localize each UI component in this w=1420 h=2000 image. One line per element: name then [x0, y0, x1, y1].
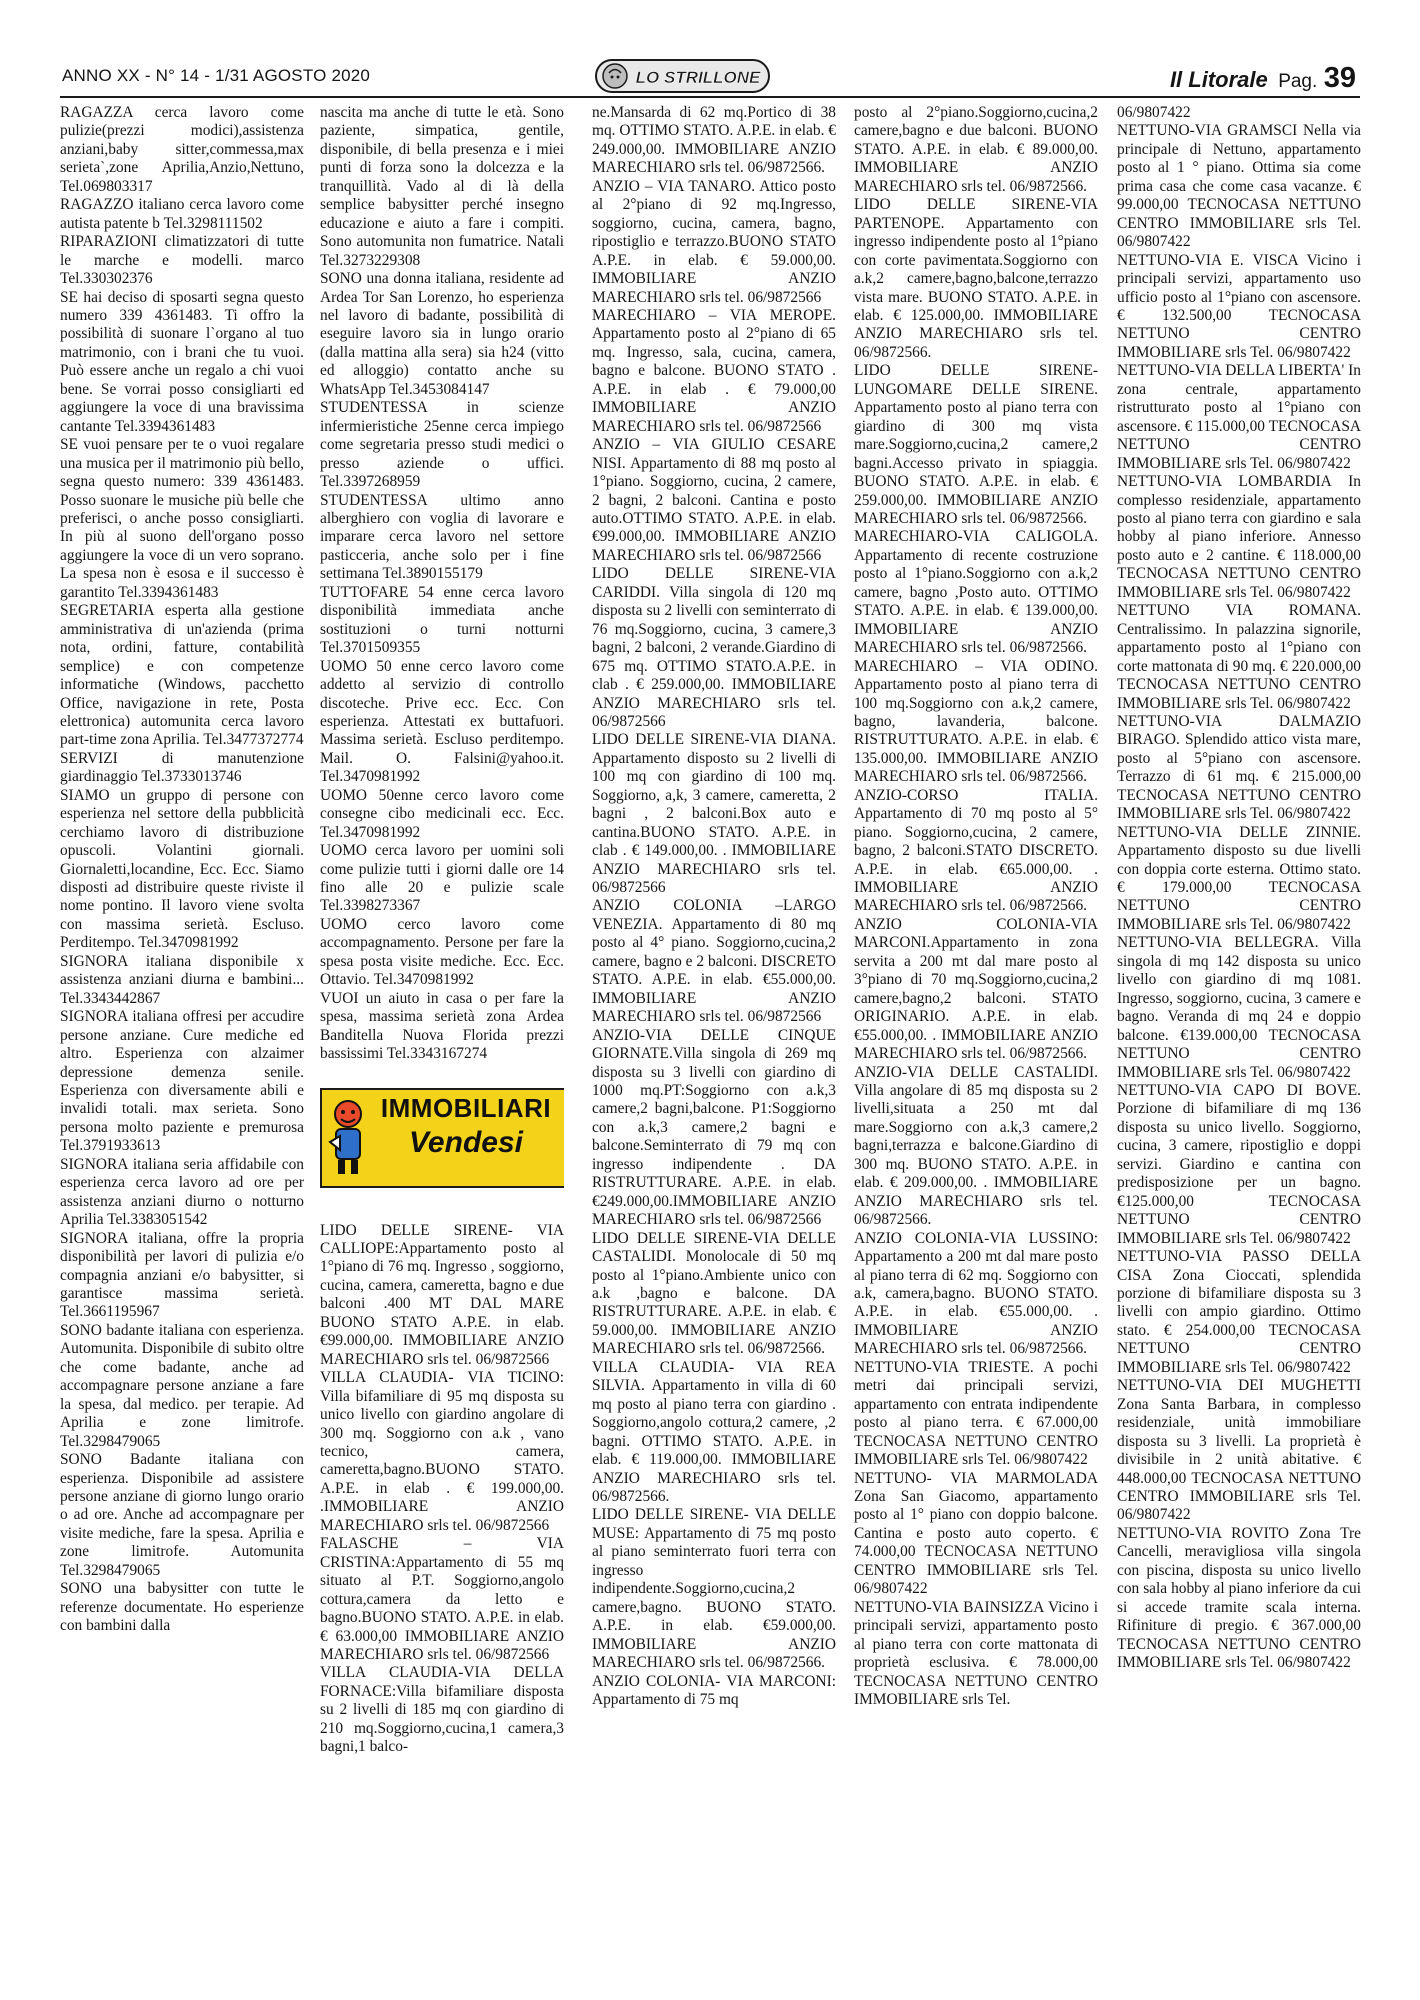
classified-ad: ANZIO COLONIA-VIA MARCONI.Appartamento in zona servita a 200 mt dal mare posto al 3°piano di 70 mq.Soggiorno,cucina,2 camere,bagno,2 balconi. STATO ORIGINARIO. A.P.E. in elab. €55.000,00. . IMMOBILIARE ANZIO MARECHIARO srls tel. 06/9872566.	[854, 915, 1098, 1063]
classified-ad: TUTTOFARE 54 enne cerca lavoro disponibilità immediata anche sostituzioni o turni notturni Tel.3701509355	[320, 583, 564, 657]
classified-ad: VILLA CLAUDIA- VIA TICINO: Villa bifamiliare di 95 mq disposta su unico livello con giardino angolare di 300 mq. Soggiorno con a.k , vano tecnico, camera, cameretta,bagno.BUONO STATO. A.P.E. in elab . € 199.000,00. .IMMOBILIARE ANZIO MARECHIARO srls tel. 06/9872566	[320, 1369, 564, 1534]
classified-ad: ANZIO-VIA DELLE CASTALIDI. Villa angolare di 85 mq disposta su 2 livelli,situata a 250 mt dal mare.Soggiorno con a.k,3 camere,2 bagni,terrazza e balcone.Giardino di 300 mq. BUONO STATO. A.P.E. in elab. € 209.000,00. . IMMOBILIARE ANZIO MARECHIARO srls tel. 06/9872566.	[854, 1063, 1098, 1229]
classified-ad: RIPARAZIONI climatizzatori di tutte le marche e modelli. marco Tel.330302376	[60, 233, 304, 288]
classified-ad: MARECHIARO-VIA CALIGOLA. Appartamento di recente costruzione posto al 1°piano.Soggiorno con a.k,2 camere, bagno ,Posto auto. OTTIMO STATO. A.P.E. in elab. € 139.000,00. IMMOBILIARE ANZIO MARECHIARO srls tel. 06/9872566.	[854, 528, 1098, 657]
page-info	[1170, 62, 1356, 95]
classified-ad: STUDENTESSA in scienze infermieristiche 25enne cerca impiego come segretaria presso studi medici o presso aziende o uffici. Tel.3397268959	[320, 399, 564, 491]
classified-ad: SONO badante italiana con esperienza. Automunita. Disponibile di subito oltre che come badante, anche ad accompagnare persone anziane a fare la spesa, dal medico. per terapie. Ad Aprilia e zone limitrofe. Tel.3298479065	[60, 1321, 304, 1450]
classified-ad: NETTUNO-VIA LOMBARDIA In complesso residenziale, appartamento posto al piano terra con giardino e sala hobby al piano inferiore. Annesso posto auto e 2 cantine. € 118.000,00 TECNOCASA NETTUNO CENTRO IMMOBILIARE srls Tel. 06/9807422	[1117, 473, 1361, 601]
classified-ad: NETTUNO-VIA CAPO DI BOVE. Porzione di bifamiliare di mq 136 disposta su unico livello. Soggiorno, cucina, 3 camere, ripostiglio e doppi servizi. Giardino e cantina con predisposizione per un bagno. €125.000,00 TECNOCASA NETTUNO CENTRO IMMOBILIARE srls Tel. 06/9807422	[1117, 1082, 1361, 1247]
banner-subtitle: Vendesi	[409, 1125, 523, 1159]
classified-ad: LIDO DELLE SIRENE-VIA DELLE CASTALIDI. Monolocale di 50 mq posto al 1°piano.Ambiente unico con a.k ,bagno e balcone. DA RISTRUTTURARE. A.P.E. in elab. € 59.000,00. IMMOBILIARE ANZIO MARECHIARO srls tel. 06/9872566.	[592, 1229, 836, 1358]
classified-ad: nascita ma anche di tutte le età. Sono paziente, simpatica, gentile, disponibile, di bella presenza e i miei punti di forza sono la dolcezza e la tranquillità. Vado al di là della semplice babysitter perché insegno educazione e aiuto a fare i compiti. Sono automunita non fumatrice. Natali Tel.3273229308	[320, 104, 564, 269]
classified-ad: RAGAZZO italiano cerca lavoro come autista patente b Tel.3298111502	[60, 196, 304, 232]
immobiliari-vendesi-banner	[320, 1088, 564, 1188]
classified-ad: LIDO DELLE SIRENE-VIA CARIDDI. Villa singola di 120 mq disposta su 2 livelli con seminterrato di 76 mq.Soggiorno, cucina, 3 camere,3 bagni, 2 balconi, 2 verande.Giardino di 675 mq. OTTIMO STATO.A.P.E. in clab . € 259.000,00. IMMOBILIARE ANZIO MARECHIARO srls tel. 06/9872566	[592, 565, 836, 730]
classified-ad: SIAMO un gruppo di persone con esperienza nel settore della pubblicità cerchiamo lavoro di distribuzione opuscoli. Volantini giornali. Giornaletti,locandine, Ecc. Ecc. Siamo disposti ad distribuire queste riviste il nome pontino. Il lavoro viene svolta con massima serietà. Escluso. Perditempo. Tel.3470981992	[60, 786, 304, 952]
classified-ad: SONO Badante italiana con esperienza. Disponibile ad assistere persone anziane di giorno lungo orario o ad ore. Anche ad accompagnare per visite mediche, fare la spesa. Aprilia e zone limitrofe. Automunita Tel.3298479065	[60, 1451, 304, 1579]
classified-ad: SIGNORA italiana offresi per accudire persone anziane. Cure mediche ed altro. Esperienza con alzaimer depressione demenza senile. Esperienza con diversamente abili e invalidi totali. max serieta. Sono persona molto paziente e premurosa Tel.3791933613	[60, 1008, 304, 1155]
classified-ad: SERVIZI di manutenzione giardinaggio Tel.3733013746	[60, 749, 304, 786]
classified-ad: LIDO DELLE SIRENE- VIA DELLE MUSE: Appartamento di 75 mq posto al piano seminterrato fuori terra con ingresso indipendente.Soggiorno,cucina,2 camere,bagno. BUONO STATO. A.P.E. in elab. €59.000,00. IMMOBILIARE ANZIO MARECHIARO srls tel. 06/9872566.	[592, 1506, 836, 1672]
logo-text: LO STRILLONE	[635, 68, 761, 87]
column-4	[854, 104, 1098, 1976]
classified-ad: SONO una babysitter con tutte le referenze documentate. Ho esperienze con bambini dalla	[60, 1580, 304, 1635]
classified-ad: ne.Mansarda di 62 mq.Portico di 38 mq. OTTIMO STATO. A.P.E. in elab. € 249.000,00. IMMOBILIARE ANZIO MARECHIARO srls tel. 06/9872566.	[592, 104, 836, 177]
classified-ad: ANZIO COLONIA –LARGO VENEZIA. Appartamento di 80 mq posto al 4° piano. Soggiorno,cucina,2 camere, bagno e 2 balconi. DISCRETO STATO. A.P.E. in elab. €55.000,00. IMMOBILIARE ANZIO MARECHIARO srls tel. 06/9872566	[592, 897, 836, 1026]
classified-ad: ANZIO – VIA GIULIO CESARE NISI. Appartamento di 88 mq posto al 1°piano. Soggiorno, cucina, 2 camere, 2 bagni, 2 balconi. Cantina e posto auto.OTTIMO STATO. A.P.E. in elab. €99.000,00. IMMOBILIARE ANZIO MARECHIARO srls tel. 06/9872566	[592, 436, 836, 564]
classified-ad: NETTUNO-VIA GRAMSCI Nella via principale di Nettuno, appartamento posto al 1 ° piano. Ottima sia come prima casa che come casa vacanze. € 99.000,00 TECNOCASA NETTUNO CENTRO IMMOBILIARE srls Tel. 06/9807422	[1117, 122, 1361, 251]
classified-ad: UOMO 50enne cerco lavoro come consegne cibo medicinali ecc. Ecc. Tel.3470981992	[320, 786, 564, 841]
classified-ad: SE hai deciso di sposarti segna questo numero 339 4361483. Ti offro la possibilità di suonare l`organo al tuo matrimonio, con i brani che tu vuoi. Può essere anche un regalo a chi vuoi bene. Se vorrai posso consigliarti ed aggiungere la voce di una bravissima cantante Tel.3394361483	[60, 288, 304, 435]
classified-ad: NETTUNO-VIA PASSO DELLA CISA Zona Cioccati, splendida porzione di bifamiliare disposta su 3 livelli con ampio giardino. Ottimo stato. € 254.000,00 TECNOCASA NETTUNO CENTRO IMMOBILIARE srls Tel. 06/9807422	[1117, 1248, 1361, 1376]
classified-ad: NETTUNO-VIA DALMAZIO BIRAGO. Splendido attico vista mare, posto al 5°piano con ascensore. Terrazzo di 61 mq. € 215.000,00 TECNOCASA NETTUNO CENTRO IMMOBILIARE srls Tel. 06/9807422	[1117, 712, 1361, 823]
classified-ad: MARECHIARO – VIA MEROPE. Appartamento posto al 2°piano di 65 mq. Ingresso, sala, cucina, camera, bagno e balcone. BUONO STATO . A.P.E. in elab . € 79.000,00 IMMOBILIARE ANZIO MARECHIARO srls tel. 06/9872566	[592, 306, 836, 435]
classified-ad: SE vuoi pensare per te o vuoi regalare una musica per il matrimonio più bello, segna questo numero: 339 4361483. Posso suonare le musiche più belle che preferisci, o anche posso consigliarti. In più al suono dell'organo posso aggiungere la voce di un vero soprano. La spesa non è esosa e il successo è garantito Tel.3394361483	[60, 436, 304, 601]
classified-ad: NETTUNO-VIA DELLA LIBERTA' In zona centrale, appartamento ristrutturato posto al 1°piano con ascensore. € 115.000,00 TECNOCASA NETTUNO CENTRO IMMOBILIARE srls Tel. 06/9807422	[1117, 362, 1361, 472]
classified-ad: SEGRETARIA esperta alla gestione amministrativa di un'azienda (prima nota, ordini, fatture, contabilità semplice) e con competenze informatiche (Windows, pacchetto Office, navigazione in rete, Posta elettronica) automunita cerca lavoro part-time zona Aprilia. Tel.3477372774	[60, 602, 304, 749]
classified-ad: NETTUNO-VIA DELLE ZINNIE. Appartamento disposto su due livelli con doppia corte esterna. Ottimo stato. € 179.000,00 TECNOCASA NETTUNO CENTRO IMMOBILIARE srls Tel. 06/9807422	[1117, 823, 1361, 933]
classified-ad: LIDO DELLE SIRENE-LUNGOMARE DELLE SIRENE. Appartamento posto al piano terra con giardino di 300 mq vista mare.Soggiorno,cucina,2 camere,2 bagni.Accesso privato in spiaggia. BUONO STATO. A.P.E. in elab. € 259.000,00. IMMOBILIARE ANZIO MARECHIARO srls tel. 06/9872566.	[854, 362, 1098, 527]
column-5	[1117, 104, 1361, 1976]
classified-ad: ANZIO COLONIA-VIA LUSSINO: Appartamento a 200 mt dal mare posto al piano terra di 62 mq. Soggiorno con a.k, camera,bagno. BUONO STATO. A.P.E. in elab. €55.000,00. . IMMOBILIARE ANZIO MARECHIARO srls tel. 06/9872566.	[854, 1229, 1098, 1358]
classified-ad: NETTUNO-VIA BELLEGRA. Villa singola di mq 142 disposta su unico livello con giardino di mq 1081. Ingresso, soggiorno, cucina, 3 camere e bagno. Veranda di mq 24 e doppio balcone. €139.000,00 TECNOCASA NETTUNO CENTRO IMMOBILIARE srls Tel. 06/9807422	[1117, 934, 1361, 1081]
lo-strillone-logo	[595, 56, 770, 96]
classified-ad: NETTUNO-VIA BAINSIZZA Vicino i principali servizi, appartamento posto al piano terra con corte mattonata di proprietà esclusiva. € 78.000,00 TECNOCASA NETTUNO CENTRO IMMOBILIARE srls Tel.	[854, 1598, 1098, 1708]
classified-ad: NETTUNO-VIA DEI MUGHETTI Zona Santa Barbara, in complesso residenziale, unità immobiliare disposta su 3 livelli. La proprietà è divisibile in 2 unità abitative. € 448.000,00 TECNOCASA NETTUNO CENTRO IMMOBILIARE srls Tel. 06/9807422	[1117, 1377, 1361, 1524]
classified-ad: 06/9807422	[1117, 104, 1191, 121]
classified-ad: VILLA CLAUDIA- VIA REA SILVIA. Appartamento in villa di 60 mq posto al piano terra con giardino . Soggiorno,angolo cottura,2 camere, ,2 bagni. OTTIMO STATO. A.P.E. in elab. € 119.000,00. IMMOBILIARE ANZIO MARECHIARO srls tel. 06/9872566.	[592, 1358, 836, 1505]
classified-ad: SIGNORA italiana, offre la propria disponibilità per lavori di pulizia e/o compagnia anziani e/o babysitter, si garantisce massima serietà. Tel.3661195967	[60, 1229, 304, 1321]
classified-ad: STUDENTESSA ultimo anno alberghiero con voglia di lavorare e imparare cerca lavoro nel settore pasticceria, anche solo per i fine settimana Tel.3890155179	[320, 491, 564, 583]
classified-ad: VILLA CLAUDIA-VIA DELLA FORNACE:Villa bifamiliare disposta su 2 livelli di 185 mq con giardino di 210 mq.Soggiorno,cucina,1 camera,3 bagni,1 balco-	[320, 1664, 564, 1756]
classified-ad: ANZIO – VIA TANARO. Attico posto al 2°piano di 92 mq.Ingresso, soggiorno, cucina, camera, bagno, ripostiglio e terrazzo.BUONO STATO A.P.E. in elab. € 59.000,00. IMMOBILIARE ANZIO MARECHIARO srls tel. 06/9872566	[592, 177, 836, 306]
classified-ad: SIGNORA italiana disponibile x assistenza anziani diurna e bambini... Tel.3343442867	[60, 952, 304, 1007]
classified-ad: UOMO cerca lavoro per uomini soli come pulizie tutti i giorni dalle ore 14 fino alle 20 e pulizie scale Tel.3398273367	[320, 842, 564, 915]
classified-ad: ANZIO-CORSO ITALIA. Appartamento di 70 mq posto al 5° piano. Soggiorno,cucina, 2 camere, bagno, 2 balconi.STATO DISCRETO. A.P.E. in elab. €65.000,00. . IMMOBILIARE ANZIO MARECHIARO srls tel. 06/9872566.	[854, 786, 1098, 915]
classified-ad: SIGNORA italiana seria affidabile con esperienza cerca lavoro ad ore per assistenza anziani diurno o notturno Aprilia Tel.3383051542	[60, 1155, 304, 1229]
megaphone-mascot-icon	[326, 1096, 370, 1178]
classified-ad: NETTUNO VIA ROMANA. Centralissimo. In palazzina signorile, appartamento posto al 1°piano con corte mattonata di 90 mq. € 220.000,00 TECNOCASA NETTUNO CENTRO IMMOBILIARE srls Tel. 06/9807422	[1117, 602, 1361, 712]
classified-ad: LIDO DELLE SIRENE-VIA PARTENOPE. Appartamento con ingresso indipendente posto al 1°piano con corte pavimentata.Soggiorno con a.k,2 camere,bagno,balcone,terrazzo vista mare. BUONO STATO. A.P.E. in elab. € 125.000,00. IMMOBILIARE ANZIO MARECHIARO srls tel. 06/9872566.	[854, 196, 1098, 361]
paper-name: Il Litorale	[1169, 67, 1268, 92]
classified-ad: UOMO cerco lavoro come accompagnamento. Persone per fare la spesa posta visite mediche. Ecc. Ecc. Ottavio. Tel.3470981992	[320, 915, 564, 989]
classified-ad: NETTUNO- VIA MARMOLADA Zona San Giacomo, appartamento posto al 1° piano con doppio balcone. Cantina e posto auto coperto. € 74.000,00 TECNOCASA NETTUNO CENTRO IMMOBILIARE srls Tel. 06/9807422	[854, 1469, 1098, 1598]
classified-ad: VUOI un aiuto in casa o per fare la spesa, massima serietà zona Ardea Banditella Nuova Florida prezzi bassissimi Tel.3343167274	[320, 989, 564, 1063]
classified-ad: FALASCHE – VIA CRISTINA:Appartamento di 55 mq situato al P.T. Soggiorno,angolo cottura,camera da letto e bagno.BUONO STATO. A.P.E. in elab. € 63.000,00 IMMOBILIARE ANZIO MARECHIARO srls tel. 06/9872566	[320, 1535, 564, 1663]
classified-ad: NETTUNO-VIA E. VISCA Vicino i principali servizi, appartamento uso ufficio posto al 1°piano con ascensore. € 132.500,00 TECNOCASA NETTUNO CENTRO IMMOBILIARE srls Tel. 06/9807422	[1117, 251, 1361, 361]
classified-ad: SONO una donna italiana, residente ad Ardea Tor San Lorenzo, ho esperienza nel lavoro di badante, possibilità di eseguire lavoro sia in lungo orario (dalla mattina alla sera) sia h24 (vitto ed alloggio) contatto anche su WhatsApp Tel.3453084147	[320, 270, 564, 398]
column-3	[592, 104, 836, 1976]
logo-mascot-icon	[603, 64, 627, 88]
page-number: 39	[1323, 62, 1356, 94]
classified-ad: NETTUNO-VIA TRIESTE. A pochi metri dai principali servizi, appartamento con entrata indipendente posto al piano terra. € 67.000,00 TECNOCASA NETTUNO CENTRO IMMOBILIARE srls Tel. 06/9807422	[854, 1358, 1098, 1469]
classified-ad: NETTUNO-VIA ROVITO Zona Tre Cancelli, meravigliosa villa singola con piscina, disposta su unico livello con sala hobby al piano inferiore da cui si accede tramite scala interna. Rifiniture di pregio. € 367.000,00 TECNOCASA NETTUNO CENTRO IMMOBILIARE srls Tel. 06/9807422	[1117, 1524, 1361, 1672]
classified-ad: ANZIO-VIA DELLE CINQUE GIORNATE.Villa singola di 269 mq disposta su 3 livelli con giardino di 1000 mq.PT:Soggiorno con a.k,3 camere,2 bagni,balcone. P1:Soggiorno con a.k,3 camere,2 bagni e balcone.Seminterrato di 79 mq con ingresso indipendente . DA RISTRUTTURARE. A.P.E. in elab. €249.000,00.IMMOBILIARE ANZIO MARECHIARO srls tel. 06/9872566	[592, 1026, 836, 1229]
banner-title: IMMOBILIARI	[380, 1092, 552, 1123]
column-2	[320, 104, 564, 1976]
classified-ad: LIDO DELLE SIRENE- VIA CALLIOPE:Appartamento posto al 1°piano di 76 mq. Ingresso , soggiorno, cucina, camera, cameretta, bagno e due balconi .400 MT DAL MARE BUONO STATO A.P.E. in elab. €99.000,00. IMMOBILIARE ANZIO MARECHIARO srls tel. 06/9872566	[320, 1221, 564, 1368]
classified-ad: MARECHIARO – VIA ODINO. Appartamento posto al piano terra di 100 mq.Soggiorno con a.k,2 camere, bagno, lavanderia, balcone. RISTRUTTURATO. A.P.E. in elab. € 135.000,00. IMMOBILIARE ANZIO MARECHIARO srls tel. 06/9872566.	[854, 657, 1098, 786]
classified-ad: posto al 2°piano.Soggiorno,cucina,2 camere,bagno e due balconi. BUONO STATO. A.P.E. in elab. € 89.000,00. IMMOBILIARE ANZIO MARECHIARO srls tel. 06/9872566.	[854, 104, 1098, 195]
column-1	[60, 104, 304, 1976]
classified-ad: UOMO 50 enne cerco lavoro come addetto al servizio di controllo discoteche. Prive ecc. Ecc. Con esperienza. Attestati ex buttafuori. Massima serietà. Escluso perditempo. Mail. O. Falsini@yahoo.it. Tel.3470981992	[320, 657, 564, 786]
classified-ad: RAGAZZA cerca lavoro come pulizie(prezzi modici),assistenza anziani,baby sitter,commessa,max serieta`,zone Aprilia,Anzio,Nettuno, Tel.069803317	[60, 104, 304, 195]
classified-ad: ANZIO COLONIA- VIA MARCONI: Appartamento di 75 mq	[592, 1672, 836, 1708]
page-label: Pag.	[1278, 71, 1318, 92]
issue-info: ANNO XX - N° 14 - 1/31 AGOSTO 2020	[62, 66, 371, 85]
classified-ad: LIDO DELLE SIRENE-VIA DIANA. Appartamento disposto su 2 livelli di 100 mq con giardino di 100 mq. Soggiorno, a,k, 3 camere, cameretta, 2 bagni , 2 balconi.Box auto e cantina.BUONO STATO. A.P.E. in clab . € 149.000,00. . IMMOBILIARE ANZIO MARECHIARO srls tel. 06/9872566	[592, 731, 836, 897]
